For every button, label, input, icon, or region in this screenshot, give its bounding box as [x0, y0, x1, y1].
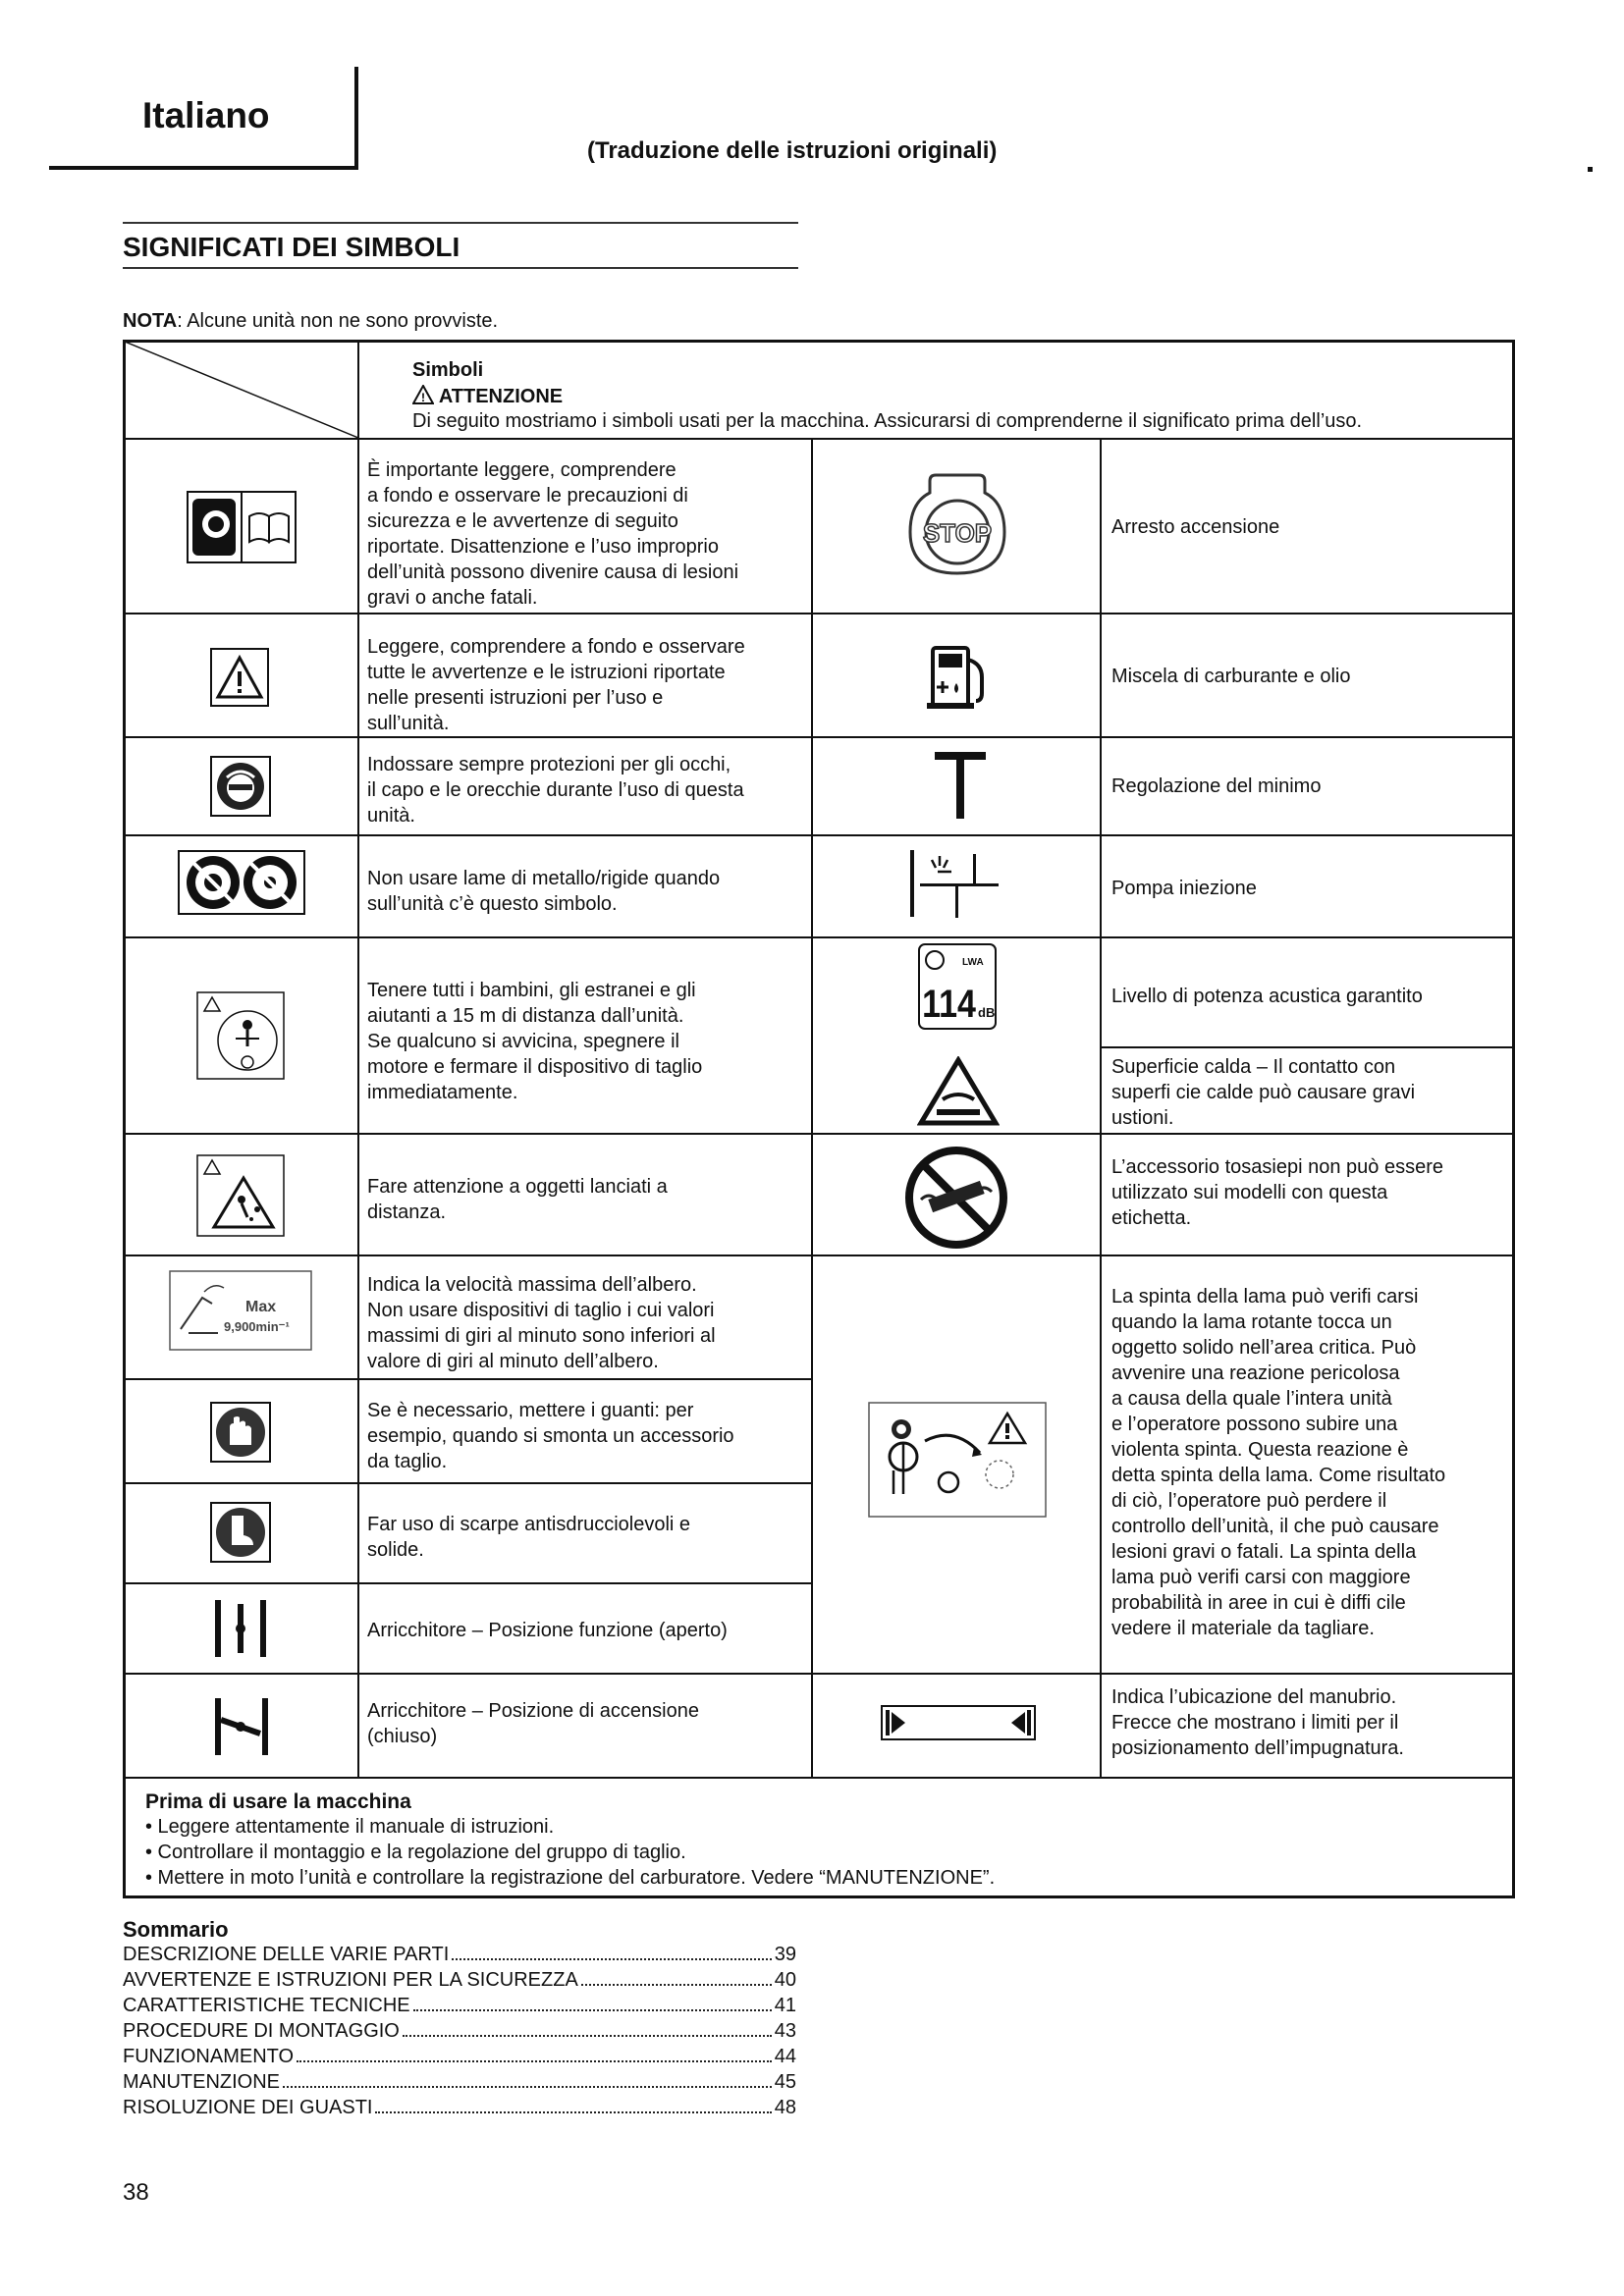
row-text-thrown-objects: Fare attenzione a oggetti lanciati a distanza.	[367, 1176, 668, 1223]
row-line	[123, 1777, 1515, 1779]
toc-label: DESCRIZIONE DELLE VARIE PARTI	[123, 1944, 450, 1965]
stop-switch-icon	[908, 469, 1006, 579]
before-use-title: Prima di usare la macchina	[145, 1790, 411, 1813]
svg-text:!: !	[421, 391, 425, 404]
margin-dot	[1588, 167, 1593, 172]
toc-page: 45	[774, 2071, 796, 2093]
toc-entry[interactable]	[123, 2097, 796, 2119]
toc-page: 48	[774, 2097, 796, 2118]
lwa-label: LWA	[962, 957, 984, 968]
page-number: 38	[123, 2179, 149, 2206]
row-line	[123, 736, 1515, 738]
note	[123, 310, 498, 333]
row-text-boots: Far uso di scarpe antisdrucciolevoli e solide.	[367, 1514, 691, 1561]
stop-label: STOP	[922, 518, 993, 548]
row-text-hot-surface: Superficie calda – Il contatto con superfi cie calde può causare gravi ustioni.	[1111, 1056, 1416, 1129]
toc-label: RISOLUZIONE DEI GUASTI	[123, 2097, 373, 2118]
db-value: 114	[922, 981, 976, 1026]
toc-leader	[581, 1984, 772, 1986]
row-text-read-manual: È importante leggere, comprendere a fondo e osservare le precauzioni di sicurezza e le avvertenze di seguito riportate. Disattenzione e l’uso improprio dell’unità possono divenire causa di lesioni gravi o anche fatali.	[367, 459, 739, 609]
toc-page: 44	[774, 2046, 796, 2067]
thrown-objects-icon	[196, 1154, 285, 1237]
row-text-no-metal-blades: Non usare lame di metallo/rigide quando sull’unità c’è questo simbolo.	[367, 868, 721, 915]
no-metal-blades-icon	[178, 850, 305, 915]
row-line	[123, 1673, 1515, 1675]
toc-label: CARATTERISTICHE TECNICHE	[123, 1995, 410, 2016]
choke-closed-icon	[211, 1692, 272, 1761]
handle-position-icon	[880, 1702, 1037, 1743]
row-text-keep-distance: Tenere tutti i bambini, gli estranei e gli aiutanti a 15 m di distanza dall’unità. Se qualcuno si avvicina, spegnere il motore e fermare il dispositivo di taglio immediatamente.	[367, 980, 703, 1103]
row-line	[123, 834, 1515, 836]
warning-triangle-icon	[210, 648, 269, 707]
note-text: : Alcune unità non ne sono provviste.	[177, 310, 499, 332]
header-simboli: Simboli	[412, 359, 484, 381]
row-text-handle-position: Indica l’ubicazione del manubrio. Frecce che mostrano i limiti per il posizionamento dell’impugnatura.	[1111, 1686, 1404, 1759]
toc-page: 41	[774, 1995, 796, 2016]
toc-leader	[403, 2035, 772, 2037]
header-description: Di seguito mostriamo i simboli usati per la macchina. Assicurarsi di comprenderne il significato prima dell’uso.	[412, 410, 1363, 432]
row-line	[123, 1133, 1515, 1135]
row-line	[123, 1255, 1515, 1256]
toc-page: 40	[774, 1969, 796, 1991]
row-text-blade-thrust: La spinta della lama può verifi carsi quando la lama rotante tocca un oggetto solido nell’area critica. Può avvenire una reazione pericolosa a causa della quale l’intera unità e l’operatore possono subire una violenta spinta. Questa reazione è detta spinta della lama. Come risultato di ciò, l’operatore può perdere il controllo dell’unità, il che può causare lesioni gravi o fatali. La spinta della lama può verifi carsi con maggiore probabilità in aree in cui è diffi cile vedere il materiale da tagliare.	[1111, 1286, 1446, 1639]
language-title: Italiano	[142, 95, 270, 135]
max-shaft-speed-icon	[169, 1270, 312, 1351]
toc-entry[interactable]	[123, 2071, 796, 2094]
rpm-label: 9,900min⁻¹	[224, 1319, 290, 1334]
keep-distance-15m-icon	[196, 991, 285, 1080]
col-divider-3	[1100, 438, 1102, 1779]
gloves-icon	[210, 1402, 271, 1463]
row-line-left	[123, 1378, 812, 1380]
row-text-sound-power: Livello di potenza acustica garantito	[1111, 986, 1423, 1007]
row-text-warnings: Leggere, comprendere a fondo e osservare tutte le avvertenze e le istruzioni riportate nelle presenti istruzioni per l’uso e sull’unità.	[367, 636, 745, 734]
row-text-primer: Pompa iniezione	[1111, 878, 1257, 899]
choke-open-icon	[211, 1594, 270, 1663]
row-text-stop: Arresto accensione	[1111, 516, 1280, 538]
note-label: NOTA	[123, 310, 178, 332]
toc-label: PROCEDURE DI MONTAGGIO	[123, 2020, 400, 2042]
toc-leader	[452, 1958, 771, 1960]
row-line-left	[123, 1482, 812, 1484]
col-divider-2	[811, 438, 813, 1779]
before-use-item: • Leggere attentamente il manuale di istruzioni.	[145, 1816, 555, 1838]
toc-page: 39	[774, 1944, 796, 1965]
before-use-item: • Mettere in moto l’unità e controllare la registrazione del carburatore. Vedere “MANUTENZIONE”.	[145, 1867, 996, 1889]
fuel-oil-mix-icon	[925, 642, 994, 713]
row-text-idle: Regolazione del minimo	[1111, 775, 1322, 797]
before-use-item: • Controllare il montaggio e la regolazione del gruppo di taglio.	[145, 1842, 686, 1863]
row-text-choke-closed: Arricchitore – Posizione di accensione (chiuso)	[367, 1700, 699, 1747]
toc-label: AVVERTENZE E ISTRUZIONI PER LA SICUREZZA	[123, 1969, 578, 1991]
header-attenzione	[412, 385, 563, 408]
row-line-right	[1100, 1046, 1515, 1048]
row-line	[123, 613, 1515, 614]
no-hedge-trimmer-icon	[901, 1143, 1011, 1253]
row-text-fuel-mix: Miscela di carburante e olio	[1111, 666, 1351, 687]
toc-entry[interactable]	[123, 1995, 796, 2017]
toc-entry[interactable]	[123, 1944, 796, 1966]
toc-label: FUNZIONAMENTO	[123, 2046, 295, 2067]
toc-leader	[375, 2111, 771, 2113]
warning-triangle-icon	[412, 385, 434, 404]
toc-leader	[413, 2009, 772, 2011]
toc-entry[interactable]	[123, 1969, 796, 1992]
row-text-choke-open: Arricchitore – Posizione funzione (aperto)	[367, 1620, 728, 1641]
document-subtitle: (Traduzione delle istruzioni originali)	[587, 137, 998, 164]
toc-entry[interactable]	[123, 2020, 796, 2043]
max-label: Max	[245, 1299, 277, 1315]
col-divider-1	[357, 340, 359, 1779]
head-protection-icon	[210, 756, 271, 817]
section-rule-top	[123, 222, 798, 224]
header-attenzione-label: ATTENZIONE	[438, 386, 564, 407]
boots-icon	[210, 1502, 271, 1563]
toc-leader	[283, 2086, 772, 2088]
row-line	[123, 438, 1515, 440]
toc-page: 43	[774, 2020, 796, 2042]
blade-thrust-icon	[868, 1402, 1047, 1518]
row-text-no-hedge-trimmer: L’accessorio tosasiepi non può essere utilizzato sui modelli con questa etichetta.	[1111, 1156, 1443, 1229]
idle-adjust-icon	[931, 748, 990, 823]
row-line	[123, 936, 1515, 938]
sound-power-icon	[917, 942, 998, 1031]
toc-leader	[297, 2060, 772, 2062]
db-unit: dB	[978, 1005, 996, 1020]
section-rule-bottom	[123, 267, 798, 269]
row-text-gloves: Se è necessario, mettere i guanti: per esempio, quando si smonta un accessorio da taglio.	[367, 1400, 734, 1472]
header-diagonal	[125, 342, 358, 438]
primer-pump-icon	[908, 846, 1006, 921]
row-text-protection: Indossare sempre protezioni per gli occhi, il capo e le orecchie durante l’uso di questa unità.	[367, 754, 744, 827]
row-line-left	[123, 1582, 812, 1584]
hot-surface-icon	[917, 1056, 1000, 1127]
summary-title: Sommario	[123, 1917, 229, 1942]
toc-entry[interactable]	[123, 2046, 796, 2068]
section-title: SIGNIFICATI DEI SIMBOLI	[123, 232, 460, 262]
toc-label: MANUTENZIONE	[123, 2071, 280, 2093]
read-manual-icon	[187, 491, 297, 563]
row-text-max-speed: Indica la velocità massima dell’albero. Non usare dispositivi di taglio i cui valori massimi di giri al minuto sono inferiori al valore di giri al minuto dell’albero.	[367, 1274, 716, 1372]
